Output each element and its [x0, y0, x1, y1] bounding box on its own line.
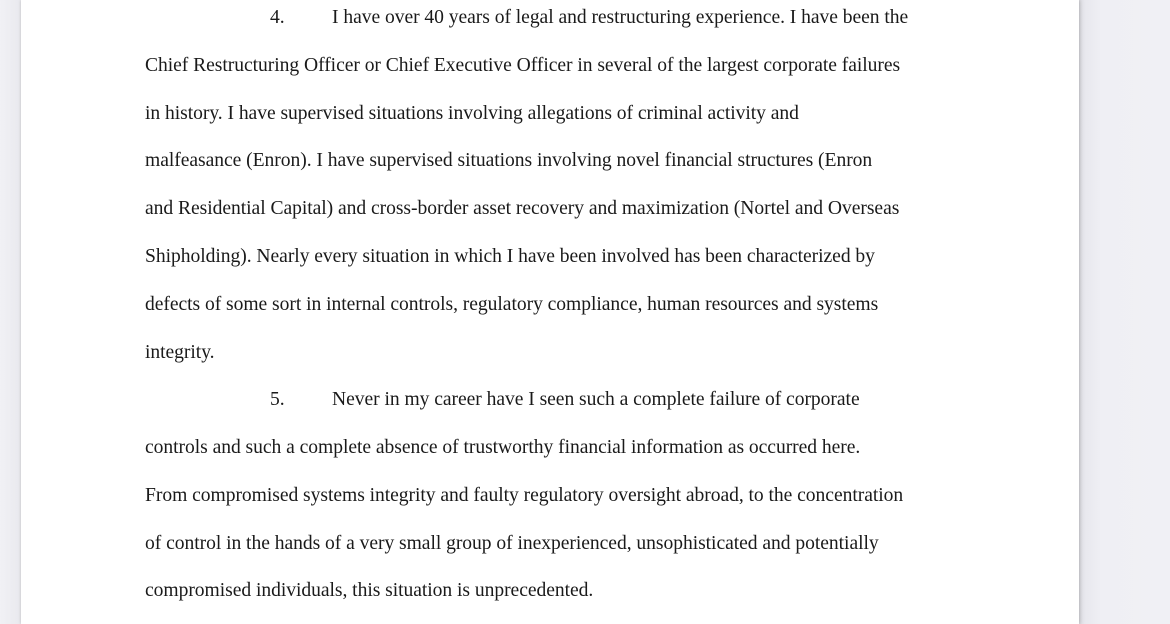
paragraph-line: From compromised systems integrity and faulty regulatory oversight abroad, to the concentration: [145, 485, 904, 506]
paragraph-number: 4.: [270, 7, 285, 28]
paragraph-line: Shipholding). Nearly every situation in which I have been involved has been characterized by: [145, 246, 875, 267]
paragraph-line: of control in the hands of a very small group of inexperienced, unsophisticated and potentially: [145, 533, 879, 554]
paragraph-line: defects of some sort in internal controls, regulatory compliance, human resources and systems: [145, 294, 879, 315]
paragraph-line: in history. I have supervised situations involving allegations of criminal activity and: [145, 103, 799, 124]
document-page: [21, 0, 1079, 624]
paragraph-line: integrity.: [145, 342, 215, 363]
paragraph-line: malfeasance (Enron). I have supervised situations involving novel financial structures (Enron: [145, 150, 873, 171]
paragraph-line: and Residential Capital) and cross-border asset recovery and maximization (Nortel and Overseas: [145, 198, 900, 219]
paragraph-number: 5.: [270, 389, 285, 410]
paragraph-line: I have over 40 years of legal and restructuring experience. I have been the: [332, 7, 909, 28]
paragraph-line: Chief Restructuring Officer or Chief Executive Officer in several of the largest corporate failures: [145, 55, 901, 76]
paragraph-line: Never in my career have I seen such a complete failure of corporate: [332, 389, 860, 410]
viewer-background-right: [1079, 0, 1170, 624]
viewer-background-left: [0, 0, 21, 624]
paragraph-line: controls and such a complete absence of trustworthy financial information as occurred here.: [145, 437, 861, 458]
paragraph-line: compromised individuals, this situation is unprecedented.: [145, 580, 594, 601]
